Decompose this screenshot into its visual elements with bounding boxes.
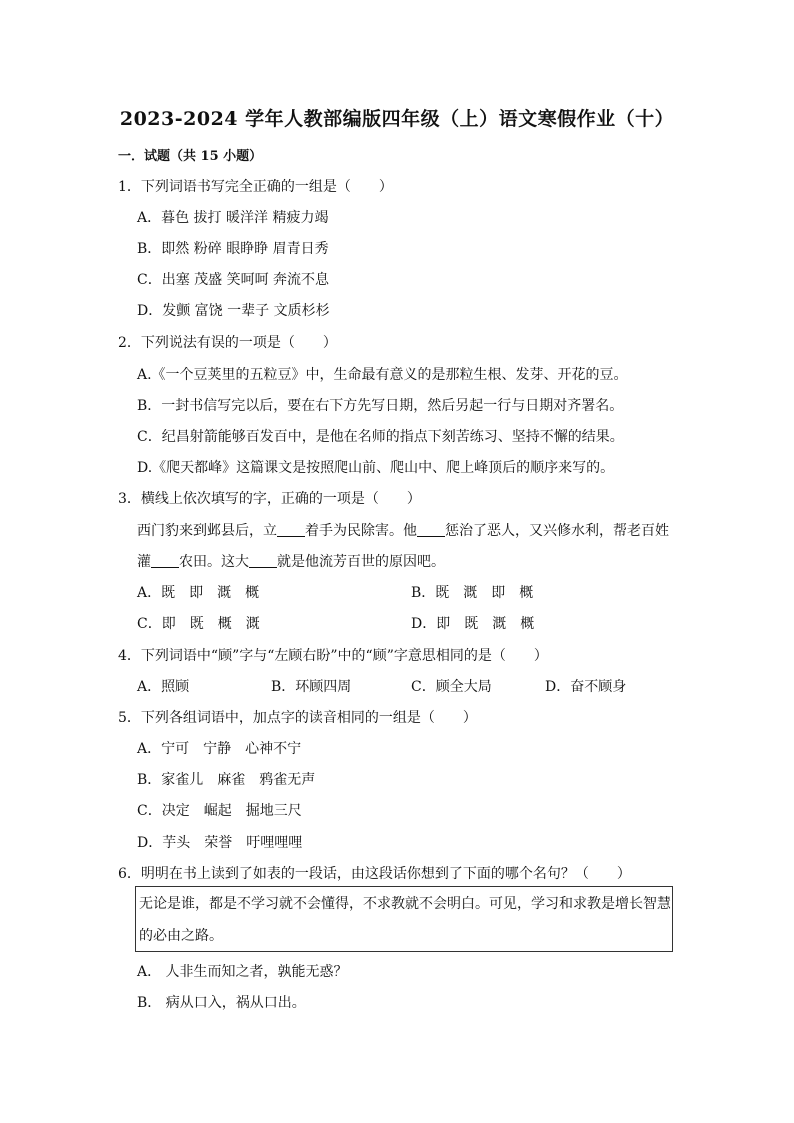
question-5-option-b: B．家雀儿 麻雀 鸦雀无声: [137, 772, 316, 788]
passage-text: 西门豹来到邺县后，立: [137, 523, 277, 539]
question-3-option-d: D．即 既 溉 概: [411, 616, 535, 632]
question-3-option-b: B．既 溉 即 概: [411, 585, 534, 601]
passage-text: 就是他流芳百世的原因吧。: [277, 554, 445, 570]
page-title: 2023-2024 学年人教部编版四年级（上）语文寒假作业（十）: [119, 108, 675, 130]
question-3-passage-line-1: [137, 520, 669, 540]
question-5-option-d: D．芋头 荣誉 吁哩哩哩: [137, 835, 303, 851]
question-6-option-a: A． 人非生而知之者，孰能无惑？: [137, 964, 348, 980]
quote-box: [135, 886, 673, 952]
question-4-option-d: D．奋不顾身: [545, 679, 627, 695]
question-2-option-c: C．纪昌射箭能够百发百中，是他在名师的指点下刻苦练习、坚持不懈的结果。: [137, 429, 624, 445]
question-6-option-b: B． 病从口入，祸从口出。: [137, 995, 306, 1011]
question-5-option-a: A．宁可 宁静 心神不宁: [137, 741, 302, 757]
question-3-passage-line-2: [137, 551, 445, 571]
question-3-option-c: C．即 既 概 溉: [137, 616, 260, 632]
fill-blank: [277, 522, 305, 537]
passage-text: 着手为民除害。他: [305, 523, 417, 539]
question-6-stem: 6．明明在书上读到了如表的一段话，由这段话你想到了下面的哪个名句？（ ）: [118, 866, 631, 882]
quote-line-1: 无论是谁，都是不学习就不会懂得，不求教就不会明白。可见，学习和求教是增长智慧: [139, 896, 671, 912]
quote-line-2: 的必由之路。: [139, 928, 223, 944]
fill-blank: [249, 553, 277, 568]
question-1-option-d: D．发颤 富饶 一辈子 文质杉杉: [137, 303, 330, 319]
question-4-stem: 4．下列词语中“顾”字与“左顾右盼”中的“顾”字意思相同的是（ ）: [118, 648, 548, 664]
passage-text: 农田。这大: [179, 554, 249, 570]
question-1-stem: 1．下列词语书写完全正确的一组是（ ）: [118, 179, 393, 195]
section-heading: 一．试题（共 15 小题）: [118, 149, 263, 164]
question-5-option-c: C．决定 崛起 掘地三尺: [137, 803, 302, 819]
question-1-option-b: B．即然 粉碎 眼睁睁 眉青日秀: [137, 241, 329, 257]
question-4-option-a: A．照顾: [137, 679, 190, 695]
question-4-option-c: C．顾全大局: [411, 679, 492, 695]
fill-blank: [151, 553, 179, 568]
question-3-option-a: A．既 即 溉 概: [137, 585, 260, 601]
question-2-option-d: D.《爬天都峰》这篇课文是按照爬山前、爬山中、爬上峰顶后的顺序来写的。: [137, 460, 615, 476]
question-5-stem: 5．下列各组词语中，加点字的读音相同的一组是（ ）: [118, 710, 477, 726]
question-1-option-c: C．出塞 茂盛 笑呵呵 奔流不息: [137, 272, 330, 288]
question-2-option-b: B．一封书信写完以后，要在右下方先写日期，然后另起一行与日期对齐署名。: [137, 398, 624, 414]
question-1-option-a: A．暮色 拔打 暖洋洋 精疲力竭: [137, 210, 329, 226]
question-3-stem: 3．横线上依次填写的字，正确的一项是（ ）: [118, 491, 421, 507]
passage-text: 灌: [137, 554, 151, 570]
question-2-stem: 2．下列说法有误的一项是（ ）: [118, 335, 337, 351]
fill-blank: [417, 522, 445, 537]
question-2-option-a: A.《一个豆荚里的五粒豆》中，生命最有意义的是那粒生根、发芽、开花的豆。: [137, 367, 628, 383]
passage-text: 惩治了恶人，又兴修水利，帮老百姓: [445, 523, 669, 539]
question-4-option-b: B．环顾四周: [271, 679, 352, 695]
